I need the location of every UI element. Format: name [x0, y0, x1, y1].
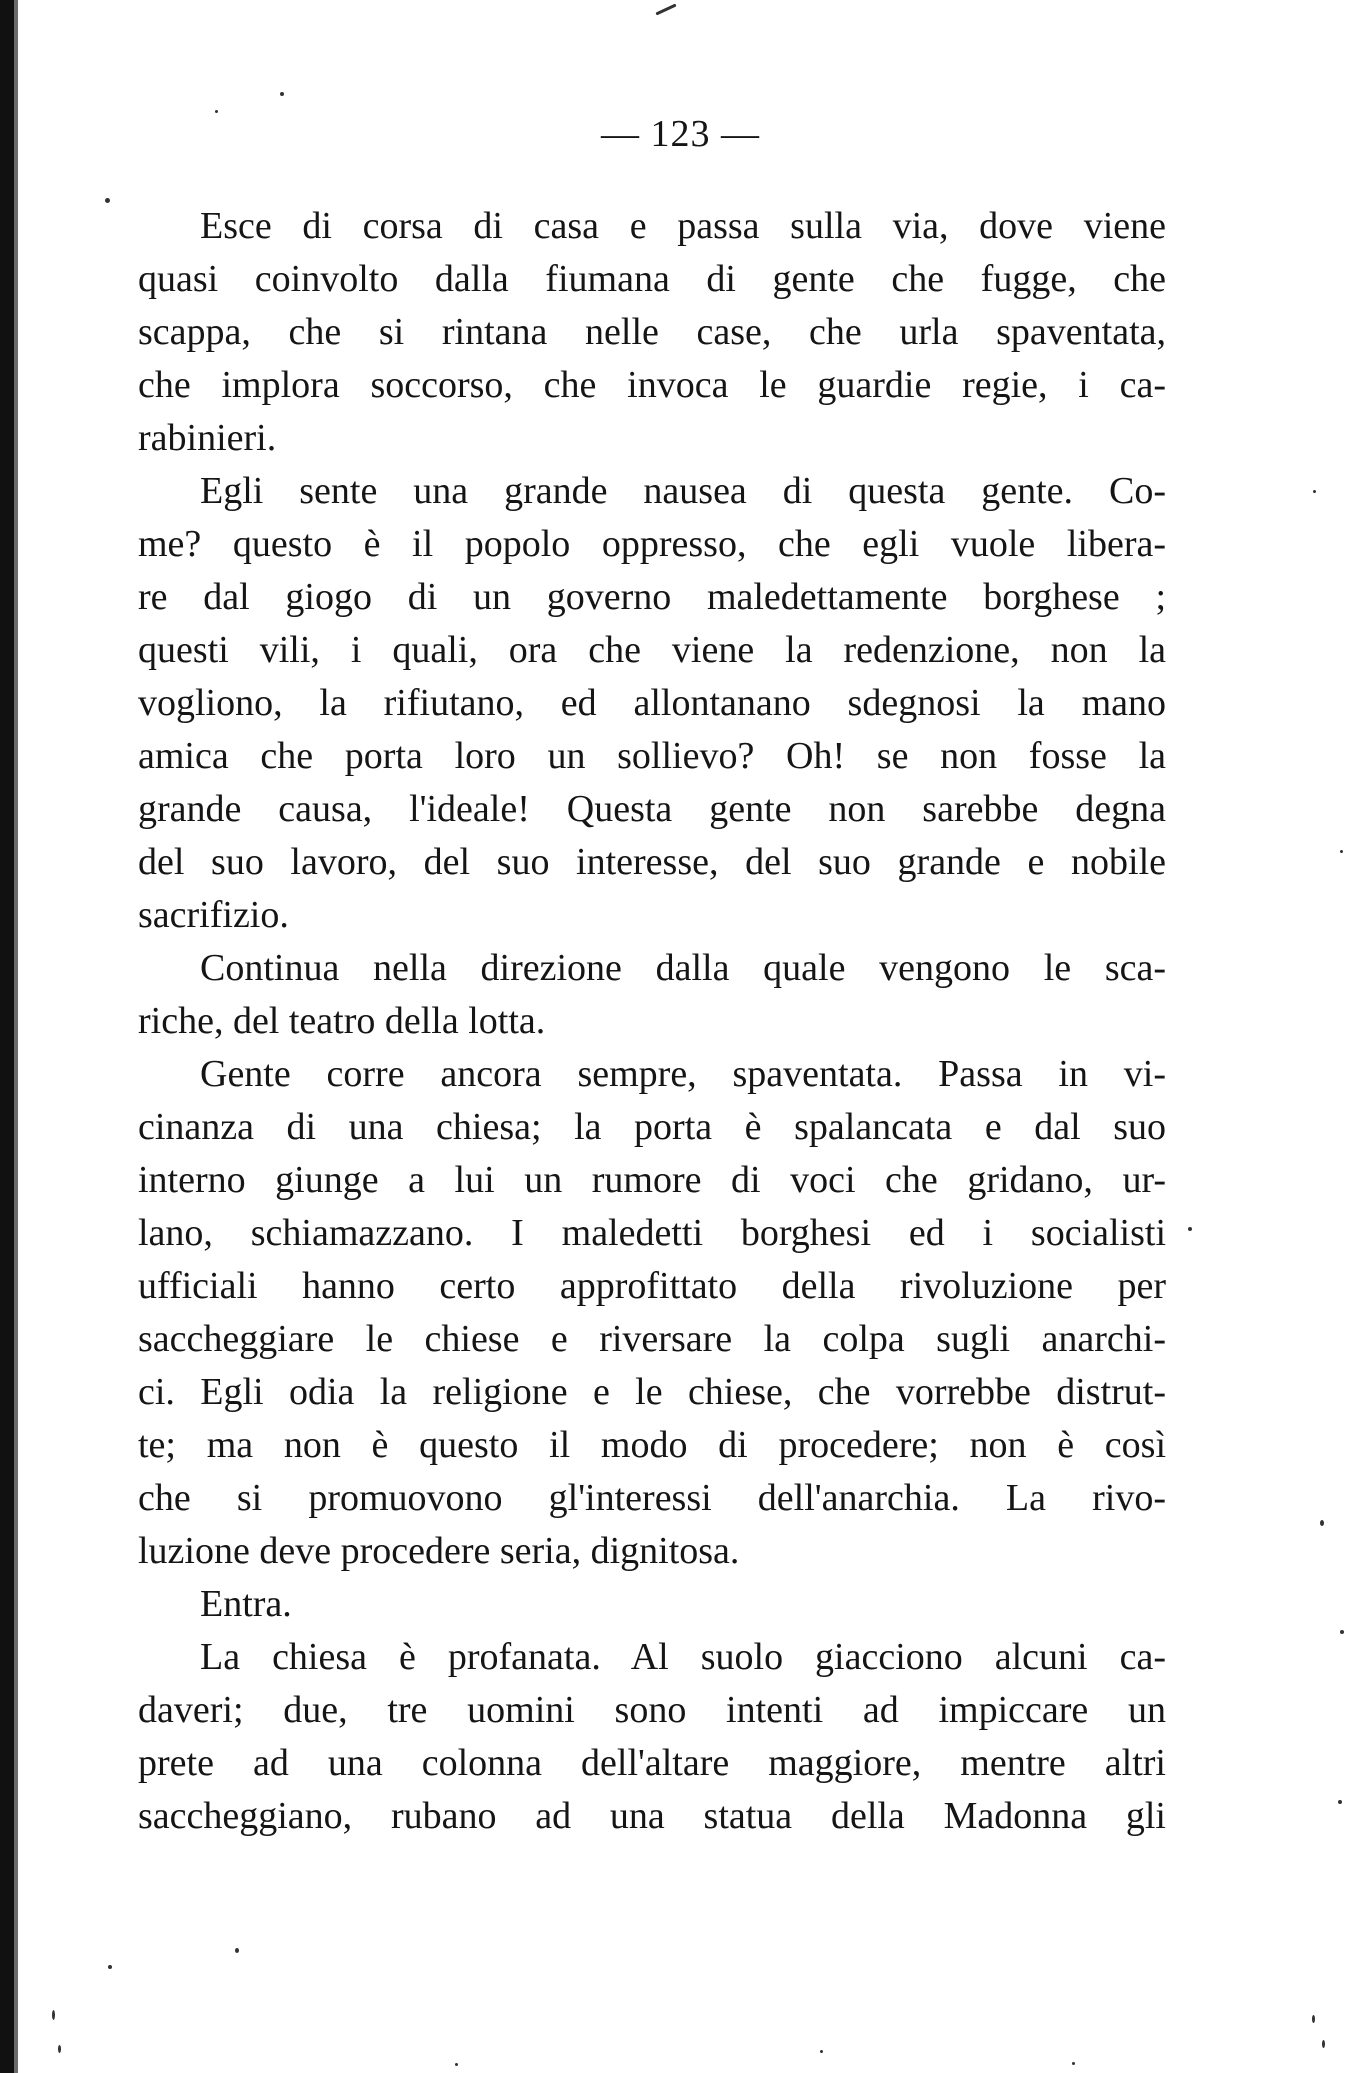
scan-speck	[52, 2010, 55, 2020]
text-line: rabinieri.	[138, 417, 277, 459]
scan-speck	[280, 92, 284, 96]
scan-speck	[1338, 1800, 1342, 1804]
text-line: saccheggiano, rubano ad una statua della Madonna gli	[138, 1795, 1166, 1837]
text-line: te; ma non è questo il modo di procedere; non è così	[138, 1424, 1166, 1466]
scan-speck	[1072, 2062, 1075, 2065]
scan-speck	[1188, 1227, 1192, 1231]
text-line: Egli sente una grande nausea di questa gente. Co-	[200, 470, 1166, 512]
page-number: — 123 —	[601, 113, 760, 155]
text-line: interno giunge a lui un rumore di voci che gridano, ur-	[138, 1159, 1166, 1201]
text-line: grande causa, l'ideale! Questa gente non sarebbe degna	[138, 788, 1166, 830]
text-line: prete ad una colonna dell'altare maggiore, mentre altri	[138, 1742, 1166, 1784]
scan-speck	[820, 2050, 823, 2053]
scan-speck	[1322, 2040, 1325, 2048]
text-line: che implora soccorso, che invoca le guardie regie, i ca-	[138, 364, 1166, 406]
text-line: sacrifizio.	[138, 894, 289, 936]
scan-speck	[1340, 1630, 1344, 1634]
text-line: del suo lavoro, del suo interesse, del suo grande e nobile	[138, 841, 1166, 883]
scan-speck	[235, 1948, 239, 1953]
text-line: Gente corre ancora sempre, spaventata. Passa in vi-	[200, 1053, 1166, 1095]
text-line: quasi coinvolto dalla fiumana di gente che fugge, che	[138, 258, 1166, 300]
text-line: ci. Egli odia la religione e le chiese, che vorrebbe distrut-	[138, 1371, 1166, 1413]
scan-speck	[58, 2045, 61, 2053]
text-line: Entra.	[200, 1583, 292, 1625]
text-line: re dal giogo di un governo maledettamente borghese ;	[138, 576, 1166, 618]
scan-speck	[105, 198, 110, 203]
text-line: Esce di corsa di casa e passa sulla via, dove viene	[200, 205, 1166, 247]
text-line: scappa, che si rintana nelle case, che urla spaventata,	[138, 311, 1166, 353]
text-line: Continua nella direzione dalla quale vengono le sca-	[200, 947, 1166, 989]
text-line: cinanza di una chiesa; la porta è spalancata e dal suo	[138, 1106, 1166, 1148]
body-text	[138, 200, 1166, 1843]
text-line: ufficiali hanno certo approfittato della rivoluzione per	[138, 1265, 1166, 1307]
scan-speck	[108, 1965, 112, 1969]
text-line: luzione deve procedere seria, dignitosa.	[138, 1530, 740, 1572]
text-line: daveri; due, tre uomini sono intenti ad impiccare un	[138, 1689, 1166, 1731]
text-line: saccheggiare le chiese e riversare la colpa sugli anarchi-	[138, 1318, 1166, 1360]
text-line: La chiesa è profanata. Al suolo giacciono alcuni ca-	[200, 1636, 1166, 1678]
text-line: me? questo è il popolo oppresso, che egli vuole libera-	[138, 523, 1166, 565]
scan-speck	[1312, 2015, 1315, 2023]
page-binding-edge	[14, 0, 18, 2073]
text-line: riche, del teatro della lotta.	[138, 1000, 546, 1042]
scan-speck	[455, 2063, 458, 2066]
text-line: amica che porta loro un sollievo? Oh! se non fosse la	[138, 735, 1166, 777]
text-line: che si promuovono gl'interessi dell'anarchia. La rivo-	[138, 1477, 1166, 1519]
scan-speck	[1340, 850, 1343, 853]
text-line: questi vili, i quali, ora che viene la redenzione, non la	[138, 629, 1166, 671]
scan-speck	[655, 3, 676, 15]
text-line: lano, schiamazzano. I maledetti borghesi ed i socialisti	[138, 1212, 1166, 1254]
scan-speck	[1320, 1520, 1324, 1526]
page-binding-shadow	[0, 0, 14, 2073]
scan-speck	[215, 110, 218, 113]
scan-speck	[1313, 490, 1316, 493]
text-line: vogliono, la rifiutano, ed allontanano sdegnosi la mano	[138, 682, 1166, 724]
